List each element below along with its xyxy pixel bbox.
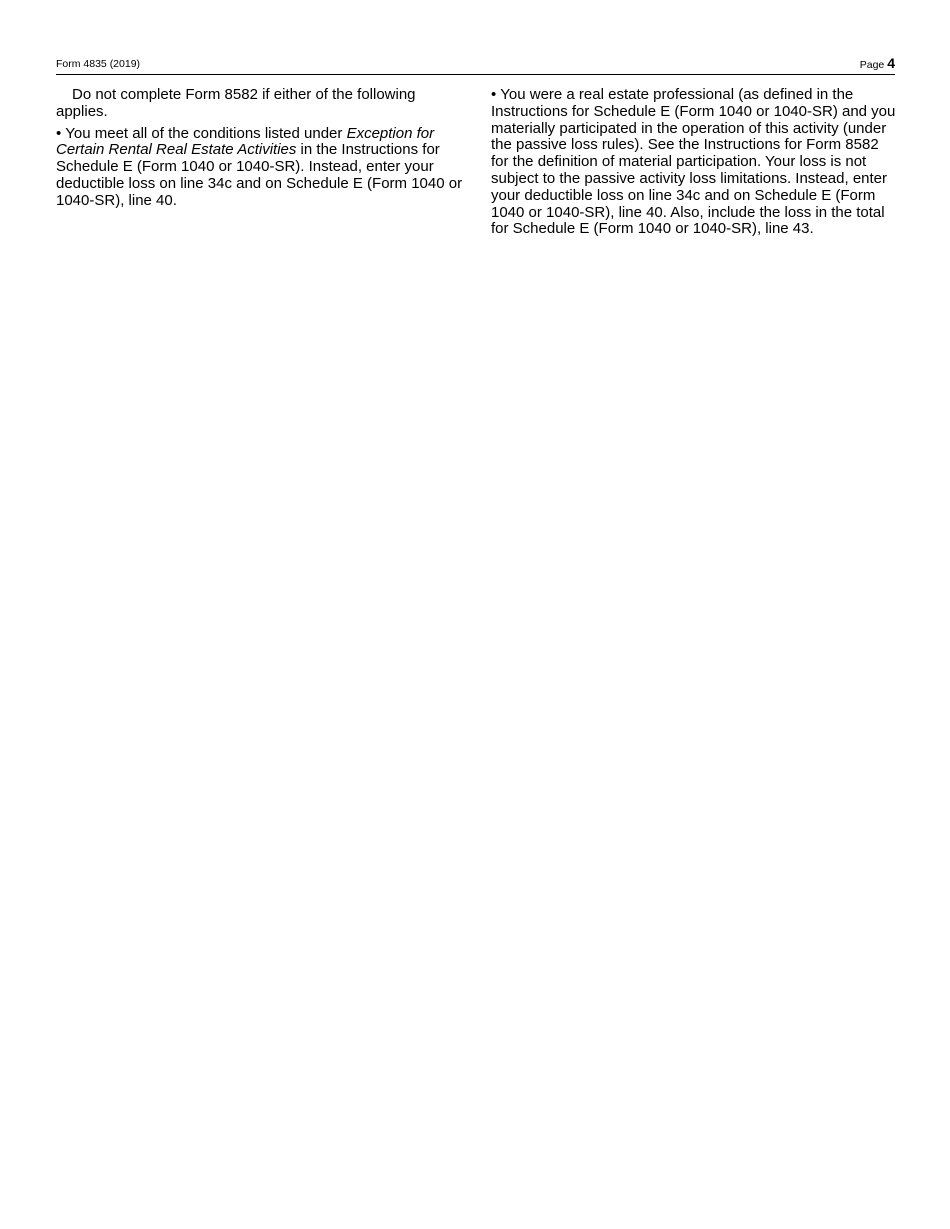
page-number — [860, 57, 895, 71]
bullet-text-suffix: in the Instructions for Schedule E (Form 1040 or 1040-SR). Instead, enter your deductible loss on line 34c and on Schedule E (Form 1040 or 1040-SR), line 40. — [56, 141, 463, 209]
bullet-item-exception — [56, 126, 464, 210]
bullet-item-real-estate-professional — [491, 87, 897, 238]
page-header — [56, 54, 895, 75]
page-label: Page — [859, 59, 885, 71]
bullet-marker: • — [491, 86, 497, 103]
form-identifier: Form 4835 (2019) — [56, 58, 141, 70]
page-number-value: 4 — [887, 55, 895, 71]
bullet-marker: • — [56, 124, 62, 142]
right-column — [491, 87, 897, 243]
bullet-text-prefix: You meet all of the conditions listed under — [65, 124, 347, 142]
intro-paragraph: Do not complete Form 8582 if either of the following applies. — [56, 86, 416, 120]
bullet-text-italic: Exception for Certain Rental Real Estate Activities — [56, 124, 435, 159]
bullet-text: You were a real estate professional (as defined in the Instructions for Schedule E (Form 1040 or 1040-SR) and you materially participated in the operation of this activity (under the passive loss rules). See the Instructions for Form 8582 for the definition of material participation. Your loss is not subject to the passive activity loss limitations. Instead, enter your deductible loss on line 34c and on Schedule E (Form 1040 or 1040-SR), line 40. Also, include the loss in the total for Schedule E (Form 1040 or 1040-SR), line 43. — [491, 86, 896, 238]
left-column — [56, 87, 464, 215]
